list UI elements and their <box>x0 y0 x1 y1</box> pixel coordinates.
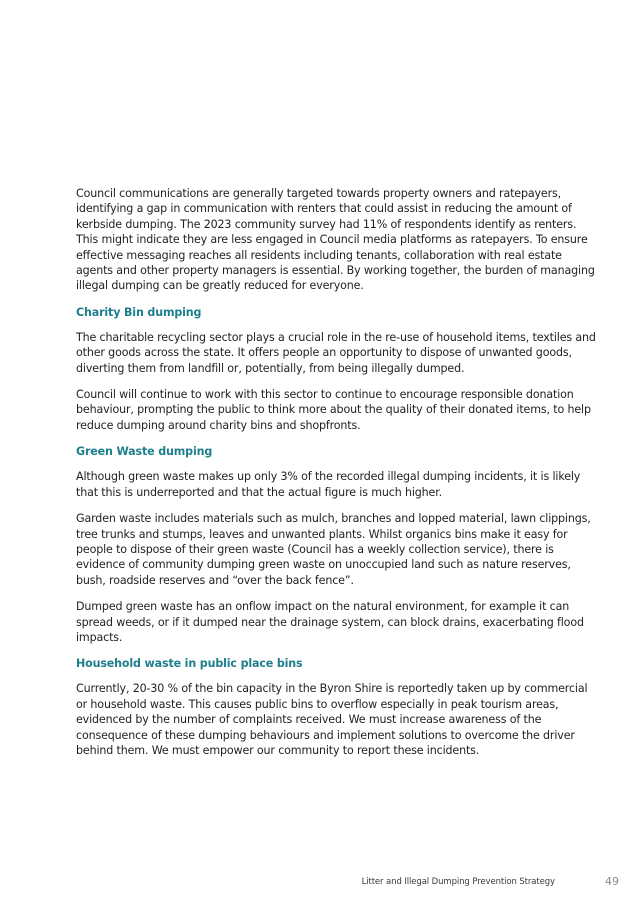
footer-document-title: Litter and Illegal Dumping Prevention Strategy <box>361 877 555 887</box>
heading-green-waste-dumping: Green Waste dumping <box>76 445 213 459</box>
charity-paragraph-2: Council will continue to work with this sector to continue to encourage responsible donation behaviour, prompting the public to think more about the quality of their donated items, to help reduce dumping around charity bins and shopfronts. <box>76 388 591 432</box>
page-footer <box>0 876 637 892</box>
page-number: 49 <box>605 875 619 888</box>
charity-paragraph-1: The charitable recycling sector plays a crucial role in the re-use of household items, textiles and other goods across the state. It offers people an opportunity to dispose of unwanted goods, diverting them from landfill or, potentially, from being illegally dumped. <box>76 330 596 375</box>
heading-household-waste: Household waste in public place bins <box>76 657 303 671</box>
heading-charity-bin-dumping: Charity Bin dumping <box>76 305 202 319</box>
green-waste-paragraph-2: Garden waste includes materials such as mulch, branches and lopped material, lawn clippings, tree trunks and stumps, leaves and unwanted plants. Whilst organics bins make it easy for people to dispose of their green waste (Council has a weekly collection service), there is evidence of community dumping green waste on unoccupied land such as nature reserves, bush, roadside reserves and “over the back fence”. <box>76 512 591 587</box>
document-body <box>76 186 596 769</box>
green-waste-paragraph-1: Although green waste makes up only 3% of the recorded illegal dumping incidents, it is likely that this is underreported and that the actual figure is much higher. <box>76 470 581 499</box>
household-waste-paragraph: Currently, 20-30 % of the bin capacity in the Byron Shire is reportedly taken up by commercial or household waste. This causes public bins to overflow especially in peak tourism areas, evidenced by the number of complaints received. We must increase awareness of the consequence of these dumping behaviours and implement solutions to overcome the driver behind them. We must empower our community to report these incidents. <box>76 682 588 757</box>
intro-paragraph: Council communications are generally targeted towards property owners and ratepayers, identifying a gap in communication with renters that could assist in reducing the amount of kerbside dumping. The 2023 community survey had 11% of respondents identify as renters. This might indicate they are less engaged in Council media platforms as ratepayers. To ensure effective messaging reaches all residents including tenants, collaboration with real estate agents and other property managers is essential. By working together, the burden of managing illegal dumping can be greatly reduced for everyone. <box>76 187 595 293</box>
green-waste-paragraph-3: Dumped green waste has an onflow impact on the natural environment, for example it can spread weeds, or if it dumped near the drainage system, can block drains, exacerbating flood impacts. <box>76 600 584 644</box>
